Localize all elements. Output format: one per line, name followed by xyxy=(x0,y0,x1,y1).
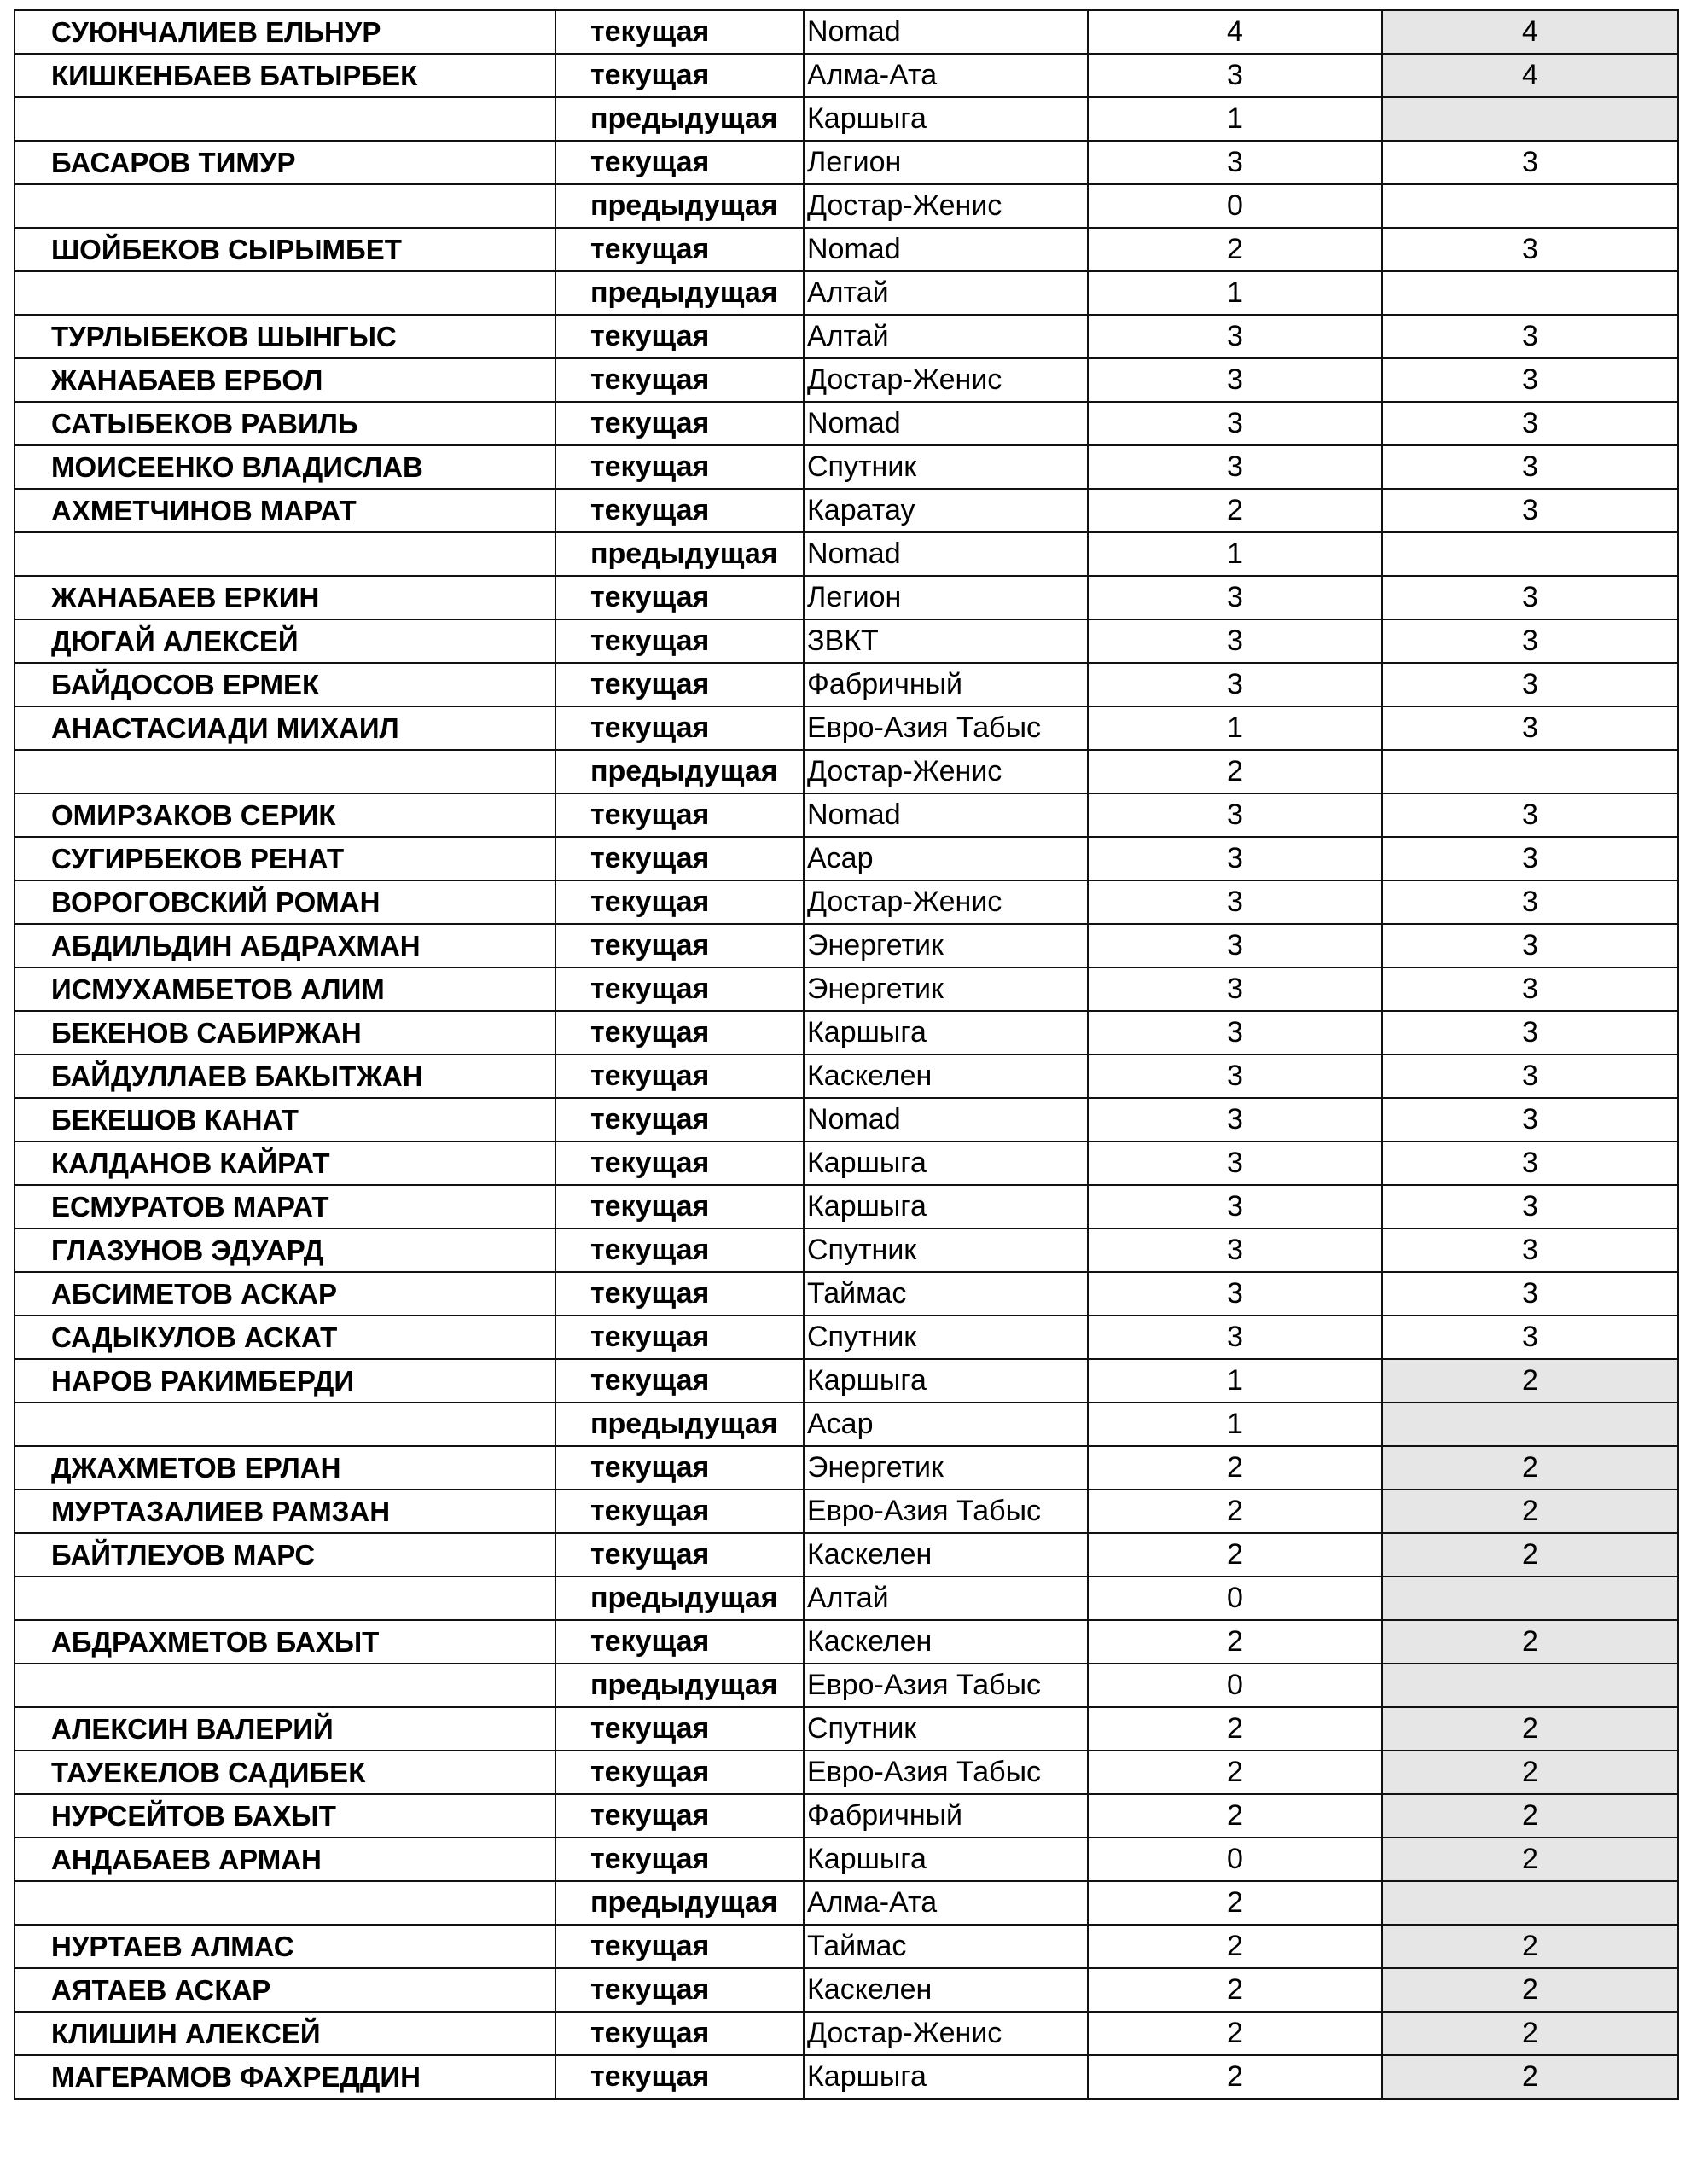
team-cell: Nomad xyxy=(804,793,1088,837)
season-cell: текущая xyxy=(555,1751,804,1794)
total-cell: 4 xyxy=(1382,54,1678,97)
player-name-cell: ГЛАЗУНОВ ЭДУАРД xyxy=(15,1228,555,1272)
table-row xyxy=(15,2012,1678,2055)
team-cell: Достар-Женис xyxy=(804,750,1088,793)
total-cell: 3 xyxy=(1382,402,1678,445)
player-name-cell: СУЮНЧАЛИЕВ ЕЛЬНУР xyxy=(15,10,555,54)
table-row xyxy=(15,750,1678,793)
table-row xyxy=(15,1316,1678,1359)
player-name-cell: ВОРОГОВСКИЙ РОМАН xyxy=(15,880,555,924)
team-cell: Спутник xyxy=(804,1316,1088,1359)
games-cell: 2 xyxy=(1088,2012,1382,2055)
season-cell: текущая xyxy=(555,1185,804,1228)
team-cell: Алтай xyxy=(804,1577,1088,1620)
table-row xyxy=(15,1794,1678,1838)
player-name-cell: ДЖАХМЕТОВ ЕРЛАН xyxy=(15,1446,555,1490)
season-cell: текущая xyxy=(555,2012,804,2055)
season-cell: текущая xyxy=(555,1968,804,2012)
team-cell: Алма-Ата xyxy=(804,1881,1088,1925)
team-cell: Легион xyxy=(804,141,1088,184)
team-cell: Каршыга xyxy=(804,2055,1088,2099)
games-cell: 3 xyxy=(1088,1054,1382,1098)
games-cell: 1 xyxy=(1088,271,1382,315)
player-name-cell: ШОЙБЕКОВ СЫРЫМБЕТ xyxy=(15,228,555,271)
player-name-cell: АЯТАЕВ АСКАР xyxy=(15,1968,555,2012)
player-name-cell: АХМЕТЧИНОВ МАРАТ xyxy=(15,489,555,532)
player-name-cell: БЕКЕНОВ САБИРЖАН xyxy=(15,1011,555,1054)
table-row xyxy=(15,619,1678,663)
table-body xyxy=(15,10,1678,2099)
team-cell: Спутник xyxy=(804,445,1088,489)
player-name-cell: АБСИМЕТОВ АСКАР xyxy=(15,1272,555,1316)
team-cell: Таймас xyxy=(804,1925,1088,1968)
games-cell: 3 xyxy=(1088,880,1382,924)
table-row xyxy=(15,1359,1678,1403)
table-row xyxy=(15,358,1678,402)
season-cell: текущая xyxy=(555,619,804,663)
table-row xyxy=(15,1533,1678,1577)
player-name-cell: ОМИРЗАКОВ СЕРИК xyxy=(15,793,555,837)
player-name-cell xyxy=(15,1577,555,1620)
player-name-cell: ЕСМУРАТОВ МАРАТ xyxy=(15,1185,555,1228)
total-cell: 3 xyxy=(1382,228,1678,271)
total-cell: 3 xyxy=(1382,924,1678,967)
total-cell xyxy=(1382,1577,1678,1620)
season-cell: текущая xyxy=(555,793,804,837)
total-cell: 3 xyxy=(1382,1098,1678,1141)
table-row xyxy=(15,793,1678,837)
player-name-cell xyxy=(15,97,555,141)
games-cell: 2 xyxy=(1088,1490,1382,1533)
games-cell: 2 xyxy=(1088,228,1382,271)
total-cell: 3 xyxy=(1382,489,1678,532)
team-cell: ЗВКТ xyxy=(804,619,1088,663)
total-cell: 3 xyxy=(1382,967,1678,1011)
games-cell: 3 xyxy=(1088,837,1382,880)
player-name-cell xyxy=(15,1664,555,1707)
total-cell: 3 xyxy=(1382,1054,1678,1098)
table-row xyxy=(15,967,1678,1011)
season-cell: текущая xyxy=(555,1054,804,1098)
season-cell: текущая xyxy=(555,924,804,967)
games-cell: 1 xyxy=(1088,1403,1382,1446)
team-cell: Фабричный xyxy=(804,663,1088,706)
team-cell: Каршыга xyxy=(804,1838,1088,1881)
table-row xyxy=(15,1403,1678,1446)
season-cell: текущая xyxy=(555,663,804,706)
games-cell: 3 xyxy=(1088,1098,1382,1141)
table-row xyxy=(15,141,1678,184)
season-cell: предыдущая xyxy=(555,532,804,576)
team-cell: Евро-Азия Табыс xyxy=(804,1751,1088,1794)
team-cell: Достар-Женис xyxy=(804,2012,1088,2055)
team-cell: Каскелен xyxy=(804,1620,1088,1664)
table-row xyxy=(15,228,1678,271)
table-row xyxy=(15,1925,1678,1968)
team-cell: Алтай xyxy=(804,315,1088,358)
total-cell: 2 xyxy=(1382,1446,1678,1490)
season-cell: текущая xyxy=(555,1707,804,1751)
total-cell: 2 xyxy=(1382,1620,1678,1664)
games-cell: 0 xyxy=(1088,184,1382,228)
team-cell: Асар xyxy=(804,1403,1088,1446)
games-cell: 2 xyxy=(1088,1533,1382,1577)
total-cell: 3 xyxy=(1382,1141,1678,1185)
team-cell: Каршыга xyxy=(804,1359,1088,1403)
player-name-cell: АНДАБАЕВ АРМАН xyxy=(15,1838,555,1881)
player-name-cell: БАЙДОСОВ ЕРМЕК xyxy=(15,663,555,706)
player-name-cell xyxy=(15,1881,555,1925)
team-cell: Nomad xyxy=(804,10,1088,54)
team-cell: Nomad xyxy=(804,402,1088,445)
games-cell: 3 xyxy=(1088,315,1382,358)
table-row xyxy=(15,1185,1678,1228)
games-cell: 2 xyxy=(1088,1881,1382,1925)
team-cell: Легион xyxy=(804,576,1088,619)
table-row xyxy=(15,1011,1678,1054)
season-cell: текущая xyxy=(555,141,804,184)
table-row xyxy=(15,837,1678,880)
table-row xyxy=(15,1228,1678,1272)
table-row xyxy=(15,532,1678,576)
total-cell: 3 xyxy=(1382,358,1678,402)
total-cell: 3 xyxy=(1382,1011,1678,1054)
team-cell: Каскелен xyxy=(804,1968,1088,2012)
team-cell: Алма-Ата xyxy=(804,54,1088,97)
player-name-cell: ИСМУХАМБЕТОВ АЛИМ xyxy=(15,967,555,1011)
season-cell: текущая xyxy=(555,967,804,1011)
games-cell: 2 xyxy=(1088,1446,1382,1490)
total-cell: 4 xyxy=(1382,10,1678,54)
table-row xyxy=(15,1620,1678,1664)
games-cell: 3 xyxy=(1088,1316,1382,1359)
games-cell: 2 xyxy=(1088,489,1382,532)
total-cell: 2 xyxy=(1382,1794,1678,1838)
total-cell: 2 xyxy=(1382,1968,1678,2012)
team-cell: Евро-Азия Табыс xyxy=(804,1664,1088,1707)
player-name-cell: ТУРЛЫБЕКОВ ШЫНГЫС xyxy=(15,315,555,358)
season-cell: предыдущая xyxy=(555,1664,804,1707)
season-cell: текущая xyxy=(555,315,804,358)
player-name-cell xyxy=(15,1403,555,1446)
total-cell: 2 xyxy=(1382,1533,1678,1577)
season-cell: текущая xyxy=(555,1490,804,1533)
total-cell: 3 xyxy=(1382,880,1678,924)
player-name-cell: КЛИШИН АЛЕКСЕЙ xyxy=(15,2012,555,2055)
total-cell: 3 xyxy=(1382,1316,1678,1359)
total-cell: 2 xyxy=(1382,1751,1678,1794)
table-row xyxy=(15,576,1678,619)
games-cell: 0 xyxy=(1088,1664,1382,1707)
games-cell: 3 xyxy=(1088,967,1382,1011)
total-cell: 2 xyxy=(1382,1490,1678,1533)
table-row xyxy=(15,1490,1678,1533)
games-cell: 3 xyxy=(1088,793,1382,837)
games-cell: 2 xyxy=(1088,1925,1382,1968)
player-name-cell: АНАСТАСИАДИ МИХАИЛ xyxy=(15,706,555,750)
team-cell: Евро-Азия Табыс xyxy=(804,706,1088,750)
player-name-cell: БЕКЕШОВ КАНАТ xyxy=(15,1098,555,1141)
table-row xyxy=(15,1751,1678,1794)
team-cell: Каскелен xyxy=(804,1533,1088,1577)
team-cell: Достар-Женис xyxy=(804,880,1088,924)
games-cell: 3 xyxy=(1088,1011,1382,1054)
total-cell xyxy=(1382,1403,1678,1446)
team-cell: Каршыга xyxy=(804,1011,1088,1054)
games-cell: 3 xyxy=(1088,576,1382,619)
games-cell: 3 xyxy=(1088,1141,1382,1185)
team-cell: Каратау xyxy=(804,489,1088,532)
season-cell: текущая xyxy=(555,1011,804,1054)
team-cell: Таймас xyxy=(804,1272,1088,1316)
team-cell: Спутник xyxy=(804,1228,1088,1272)
player-name-cell: КАЛДАНОВ КАЙРАТ xyxy=(15,1141,555,1185)
total-cell: 3 xyxy=(1382,445,1678,489)
table-row xyxy=(15,1664,1678,1707)
season-cell: предыдущая xyxy=(555,97,804,141)
total-cell: 2 xyxy=(1382,1838,1678,1881)
team-cell: Nomad xyxy=(804,228,1088,271)
games-cell: 0 xyxy=(1088,1577,1382,1620)
table-row xyxy=(15,315,1678,358)
total-cell xyxy=(1382,532,1678,576)
player-name-cell: АБДРАХМЕТОВ БАХЫТ xyxy=(15,1620,555,1664)
table-row xyxy=(15,663,1678,706)
table-row xyxy=(15,1881,1678,1925)
player-name-cell: НУРТАЕВ АЛМАС xyxy=(15,1925,555,1968)
player-name-cell xyxy=(15,750,555,793)
table-row xyxy=(15,1054,1678,1098)
table-row xyxy=(15,1838,1678,1881)
games-cell: 4 xyxy=(1088,10,1382,54)
season-cell: текущая xyxy=(555,10,804,54)
season-cell: текущая xyxy=(555,489,804,532)
player-name-cell xyxy=(15,532,555,576)
games-cell: 2 xyxy=(1088,1794,1382,1838)
team-cell: Энергетик xyxy=(804,1446,1088,1490)
table-row xyxy=(15,1446,1678,1490)
team-cell: Каршыга xyxy=(804,1185,1088,1228)
games-cell: 3 xyxy=(1088,1185,1382,1228)
table-row xyxy=(15,1577,1678,1620)
team-cell: Спутник xyxy=(804,1707,1088,1751)
player-name-cell: МУРТАЗАЛИЕВ РАМЗАН xyxy=(15,1490,555,1533)
table-row xyxy=(15,445,1678,489)
season-cell: текущая xyxy=(555,1098,804,1141)
table-row xyxy=(15,924,1678,967)
games-cell: 2 xyxy=(1088,1620,1382,1664)
games-cell: 2 xyxy=(1088,2055,1382,2099)
player-stats-table xyxy=(14,9,1679,2100)
total-cell: 3 xyxy=(1382,837,1678,880)
player-name-cell: КИШКЕНБАЕВ БАТЫРБЕК xyxy=(15,54,555,97)
table-row xyxy=(15,271,1678,315)
team-cell: Достар-Женис xyxy=(804,184,1088,228)
table-row xyxy=(15,880,1678,924)
table-row xyxy=(15,54,1678,97)
games-cell: 3 xyxy=(1088,663,1382,706)
player-name-cell: САДЫКУЛОВ АСКАТ xyxy=(15,1316,555,1359)
team-cell: Асар xyxy=(804,837,1088,880)
player-name-cell: ТАУЕКЕЛОВ САДИБЕК xyxy=(15,1751,555,1794)
player-name-cell: ДЮГАЙ АЛЕКСЕЙ xyxy=(15,619,555,663)
season-cell: текущая xyxy=(555,1359,804,1403)
games-cell: 2 xyxy=(1088,1968,1382,2012)
season-cell: текущая xyxy=(555,880,804,924)
total-cell xyxy=(1382,1881,1678,1925)
season-cell: текущая xyxy=(555,358,804,402)
total-cell: 2 xyxy=(1382,1925,1678,1968)
season-cell: текущая xyxy=(555,1838,804,1881)
total-cell: 3 xyxy=(1382,1228,1678,1272)
season-cell: предыдущая xyxy=(555,1577,804,1620)
total-cell: 3 xyxy=(1382,663,1678,706)
player-name-cell: ЖАНАБАЕВ ЕРБОЛ xyxy=(15,358,555,402)
games-cell: 3 xyxy=(1088,1272,1382,1316)
games-cell: 3 xyxy=(1088,402,1382,445)
season-cell: текущая xyxy=(555,1228,804,1272)
table-row xyxy=(15,2055,1678,2099)
games-cell: 3 xyxy=(1088,1228,1382,1272)
table-row xyxy=(15,1272,1678,1316)
total-cell xyxy=(1382,184,1678,228)
season-cell: текущая xyxy=(555,1620,804,1664)
team-cell: Nomad xyxy=(804,1098,1088,1141)
season-cell: текущая xyxy=(555,1533,804,1577)
games-cell: 1 xyxy=(1088,97,1382,141)
player-name-cell: БАСАРОВ ТИМУР xyxy=(15,141,555,184)
total-cell: 2 xyxy=(1382,1359,1678,1403)
player-name-cell xyxy=(15,184,555,228)
season-cell: предыдущая xyxy=(555,750,804,793)
total-cell xyxy=(1382,750,1678,793)
table-row xyxy=(15,1968,1678,2012)
team-cell: Фабричный xyxy=(804,1794,1088,1838)
player-name-cell: МАГЕРАМОВ ФАХРЕДДИН xyxy=(15,2055,555,2099)
table-row xyxy=(15,1141,1678,1185)
season-cell: текущая xyxy=(555,402,804,445)
player-name-cell: БАЙТЛЕУОВ МАРС xyxy=(15,1533,555,1577)
games-cell: 1 xyxy=(1088,1359,1382,1403)
season-cell: текущая xyxy=(555,706,804,750)
games-cell: 3 xyxy=(1088,54,1382,97)
total-cell xyxy=(1382,1664,1678,1707)
games-cell: 3 xyxy=(1088,358,1382,402)
season-cell: текущая xyxy=(555,2055,804,2099)
season-cell: текущая xyxy=(555,445,804,489)
games-cell: 3 xyxy=(1088,619,1382,663)
table-row xyxy=(15,10,1678,54)
player-name-cell: АЛЕКСИН ВАЛЕРИЙ xyxy=(15,1707,555,1751)
team-cell: Энергетик xyxy=(804,924,1088,967)
season-cell: текущая xyxy=(555,1141,804,1185)
season-cell: текущая xyxy=(555,228,804,271)
player-name-cell: НАРОВ РАКИМБЕРДИ xyxy=(15,1359,555,1403)
season-cell: текущая xyxy=(555,54,804,97)
games-cell: 3 xyxy=(1088,445,1382,489)
season-cell: предыдущая xyxy=(555,1403,804,1446)
player-name-cell: СУГИРБЕКОВ РЕНАТ xyxy=(15,837,555,880)
total-cell: 3 xyxy=(1382,1185,1678,1228)
team-cell: Каршыга xyxy=(804,1141,1088,1185)
total-cell: 3 xyxy=(1382,141,1678,184)
table-row xyxy=(15,706,1678,750)
player-name-cell: НУРСЕЙТОВ БАХЫТ xyxy=(15,1794,555,1838)
games-cell: 2 xyxy=(1088,750,1382,793)
total-cell xyxy=(1382,97,1678,141)
table-row xyxy=(15,97,1678,141)
games-cell: 1 xyxy=(1088,706,1382,750)
table-row xyxy=(15,1098,1678,1141)
team-cell: Каскелен xyxy=(804,1054,1088,1098)
team-cell: Nomad xyxy=(804,532,1088,576)
player-name-cell: БАЙДУЛЛАЕВ БАКЫТЖАН xyxy=(15,1054,555,1098)
team-cell: Достар-Женис xyxy=(804,358,1088,402)
season-cell: текущая xyxy=(555,576,804,619)
season-cell: предыдущая xyxy=(555,271,804,315)
total-cell: 3 xyxy=(1382,619,1678,663)
season-cell: текущая xyxy=(555,1925,804,1968)
team-cell: Каршыга xyxy=(804,97,1088,141)
season-cell: текущая xyxy=(555,1272,804,1316)
player-name-cell xyxy=(15,271,555,315)
season-cell: текущая xyxy=(555,1794,804,1838)
games-cell: 2 xyxy=(1088,1707,1382,1751)
games-cell: 3 xyxy=(1088,141,1382,184)
season-cell: текущая xyxy=(555,837,804,880)
team-cell: Алтай xyxy=(804,271,1088,315)
games-cell: 2 xyxy=(1088,1751,1382,1794)
table-row xyxy=(15,184,1678,228)
total-cell: 2 xyxy=(1382,2012,1678,2055)
table-row xyxy=(15,1707,1678,1751)
total-cell: 3 xyxy=(1382,793,1678,837)
total-cell xyxy=(1382,271,1678,315)
team-cell: Энергетик xyxy=(804,967,1088,1011)
table-row xyxy=(15,402,1678,445)
table-row xyxy=(15,489,1678,532)
total-cell: 3 xyxy=(1382,315,1678,358)
games-cell: 3 xyxy=(1088,924,1382,967)
total-cell: 3 xyxy=(1382,1272,1678,1316)
season-cell: предыдущая xyxy=(555,1881,804,1925)
total-cell: 3 xyxy=(1382,576,1678,619)
season-cell: текущая xyxy=(555,1316,804,1359)
games-cell: 1 xyxy=(1088,532,1382,576)
team-cell: Евро-Азия Табыс xyxy=(804,1490,1088,1533)
total-cell: 2 xyxy=(1382,2055,1678,2099)
player-name-cell: АБДИЛЬДИН АБДРАХМАН xyxy=(15,924,555,967)
player-name-cell: САТЫБЕКОВ РАВИЛЬ xyxy=(15,402,555,445)
total-cell: 3 xyxy=(1382,706,1678,750)
player-name-cell: ЖАНАБАЕВ ЕРКИН xyxy=(15,576,555,619)
total-cell: 2 xyxy=(1382,1707,1678,1751)
season-cell: текущая xyxy=(555,1446,804,1490)
season-cell: предыдущая xyxy=(555,184,804,228)
player-name-cell: МОИСЕЕНКО ВЛАДИСЛАВ xyxy=(15,445,555,489)
games-cell: 0 xyxy=(1088,1838,1382,1881)
